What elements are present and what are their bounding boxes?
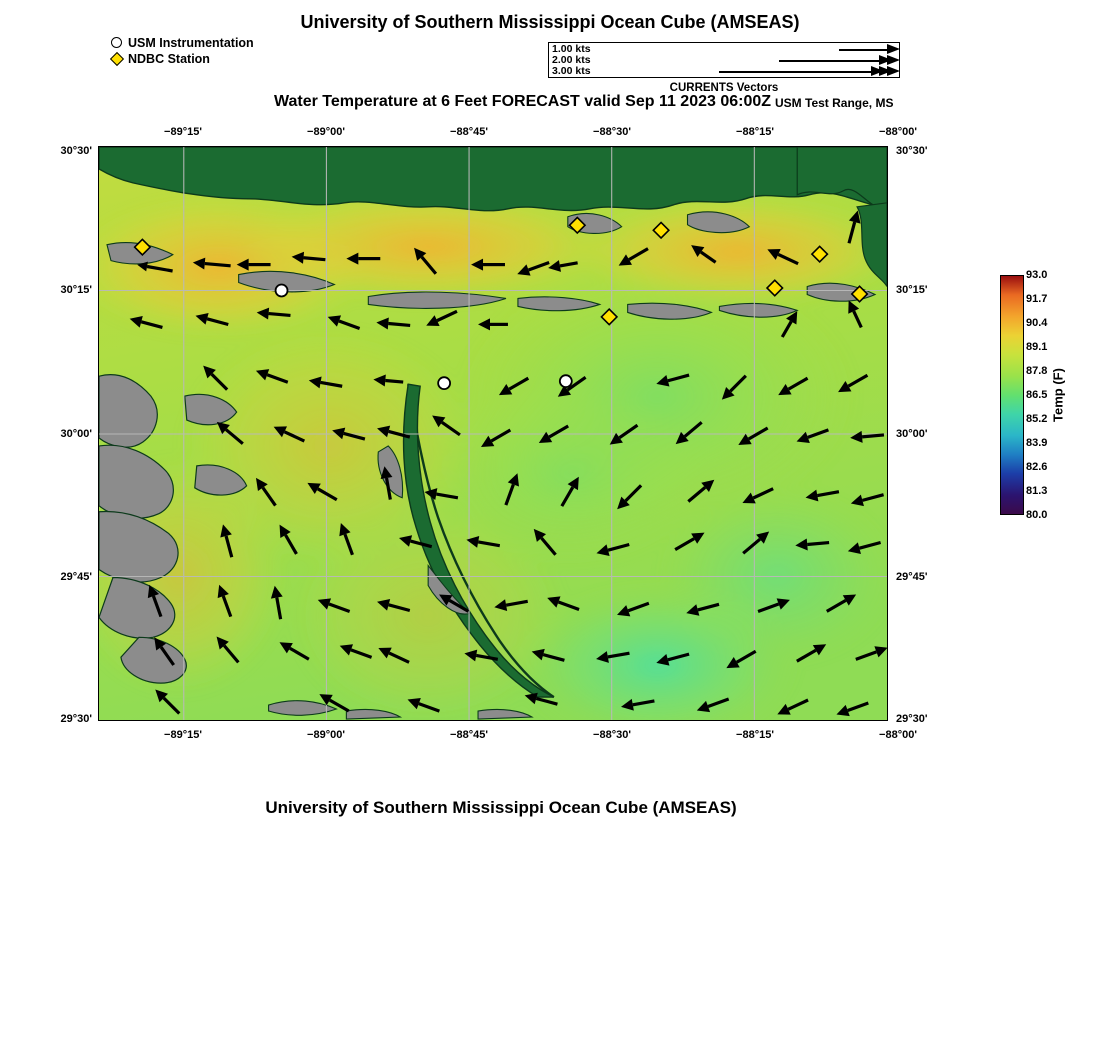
vector-scale-caption: CURRENTS Vectors [669,82,779,94]
colorbar-tick-3: 89.1 [1026,341,1048,353]
colorbar-tick-6: 85.2 [1026,413,1048,425]
lon-tick-top-5: −88°15' [736,126,774,138]
vector-scale-line-3 [719,71,891,73]
range-label: USM Test Range, MS [775,96,894,110]
lat-tick-left-4: 29°45' [60,571,92,583]
legend-item-ndbc [110,52,254,67]
lon-tick-top-2: −89°00' [307,126,345,138]
vector-scale-label-1: 1.00 kts [552,43,591,55]
footer-title: University of Southern Mississippi Ocean Cube (AMSEAS) [265,798,737,817]
diamond-marker-icon [110,52,128,67]
usm-instrument-marker [276,285,288,297]
lat-tick-left-5: 29°30' [60,713,92,725]
colorbar-tick-9: 81.3 [1026,485,1048,497]
page-title: University of Southern Mississippi Ocean Cube (AMSEAS) [300,12,800,32]
lat-tick-left-1: 30°30' [60,145,92,157]
lon-tick-top-3: −88°45' [450,126,488,138]
colorbar-tick-8: 82.6 [1026,461,1048,473]
map-canvas [99,147,887,720]
lon-tick-bottom-4: −88°30' [593,729,631,741]
lat-tick-right-2: 30°15' [896,284,928,296]
vector-scale-line-1 [839,49,891,51]
usm-instrument-marker [560,375,572,387]
lon-tick-bottom-2: −89°00' [307,729,345,741]
colorbar-gradient [1000,275,1024,515]
legend-item-ndbc-label: NDBC Station [128,52,210,66]
arrow-head-icon-3 [871,65,901,79]
vector-scale-line-2 [779,60,891,62]
lat-tick-right-5: 29°30' [896,713,928,725]
lon-tick-top-6: −88°00' [879,126,917,138]
lat-tick-right-3: 30°00' [896,428,928,440]
vector-scale-label-3: 3.00 kts [552,65,591,77]
legend-item-usm [110,36,254,51]
lat-tick-right-4: 29°45' [896,571,928,583]
colorbar-tick-4: 87.8 [1026,365,1048,377]
colorbar-tick-10: 80.0 [1026,509,1048,521]
lat-tick-left-3: 30°00' [60,428,92,440]
chart-subtitle: Water Temperature at 6 Feet FORECAST valid Sep 11 2023 06:00Z [273,93,772,110]
colorbar-tick-2: 90.4 [1026,317,1048,329]
lon-tick-bottom-6: −88°00' [879,729,917,741]
lon-tick-top-4: −88°30' [593,126,631,138]
current-vector-scale [548,42,900,78]
legend-item-usm-label: USM Instrumentation [128,36,254,50]
colorbar-tick-7: 83.9 [1026,437,1048,449]
lon-tick-bottom-3: −88°45' [450,729,488,741]
vector-scale-label-2: 2.00 kts [552,54,591,66]
usm-instrument-marker [438,377,450,389]
lat-tick-right-1: 30°30' [896,145,928,157]
colorbar-tick-0: 93.0 [1026,269,1048,281]
map-plot-area[interactable] [98,146,888,721]
station-legend [110,36,254,68]
circle-marker-icon [110,36,128,51]
lat-tick-left-2: 30°15' [60,284,92,296]
colorbar-tick-5: 86.5 [1026,389,1048,401]
lon-tick-bottom-1: −89°15' [164,729,202,741]
colorbar-title: Temp (F) [1050,368,1066,422]
colorbar-tick-1: 91.7 [1026,293,1048,305]
lon-tick-top-1: −89°15' [164,126,202,138]
vector-scale-row-3 [549,66,901,78]
lon-tick-bottom-5: −88°15' [736,729,774,741]
